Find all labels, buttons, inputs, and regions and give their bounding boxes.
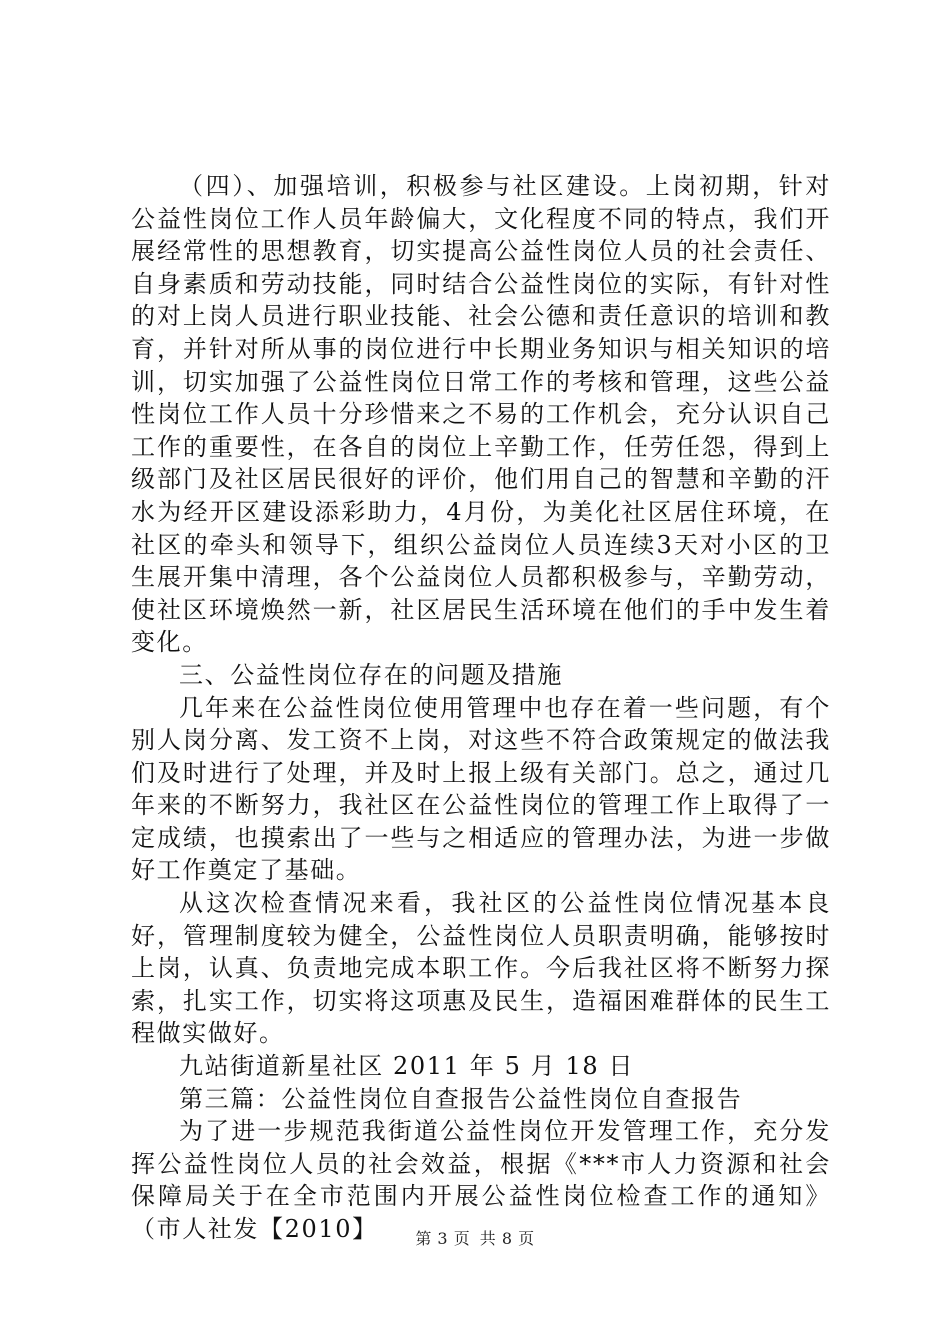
document-body [131, 170, 831, 1246]
signature-date-line: 九站街道新星社区 2011 年 5 月 18 日 [179, 1052, 635, 1081]
paragraph-problems: 几年来在公益性岗位使用管理中也存在着一些问题，有个别人岗分离、发工资不上岗，对这些不符合政策规定的做法我们及时进行了处理，并及时上报上级有关部门。总之，通过几年来的不断努力，我社区在公益性岗位的管理工作上取得了一定成绩，也摸索出了一些与之相适应的管理办法，为进一步做好工作奠定了基础。 [131, 693, 831, 885]
page-footer [0, 1226, 950, 1249]
paragraph-training: （四）、加强培训，积极参与社区建设。上岗初期，针对公益性岗位工作人员年龄偏大，文化程度不同的特点，我们开展经常性的思想教育，切实提高公益性岗位人员的社会责任、自身素质和劳动技能，同时结合公益性岗位的实际，有针对性的对上岗人员进行职业技能、社会公德和责任意识的培训和教育，并针对所从事的岗位进行中长期业务知识与相关知识的培训，切实加强了公益性岗位日常工作的考核和管理，这些公益性岗位工作人员十分珍惜来之不易的工作机会，充分认识自己工作的重要性，在各自的岗位上辛勤工作，任劳任怨，得到上级部门及社区居民很好的评价，他们用自己的智慧和辛勤的汗水为经开区建设添彩助力，4月份，为美化社区居住环境，在社区的牵头和领导下，组织公益岗位人员连续3天对小区的卫生展开集中清理，各个公益岗位人员都积极参与，辛勤劳动，使社区环境焕然一新，社区居民生活环境在他们的手中发生着变化。 [131, 172, 831, 657]
section-heading-problems: 三、公益性岗位存在的问题及措施 [179, 660, 563, 689]
page-total: 共 8 页 [479, 1229, 535, 1248]
paragraph-intro: 为了进一步规范我街道公益性岗位开发管理工作，充分发挥公益性岗位人员的社会效益，根据《***市人力资源和社会保障局关于在全市范围内开展公益性岗位检查工作的通知》（市人社发【2010】 [131, 1117, 831, 1243]
paragraph-conclusion: 从这次检查情况来看，我社区的公益性岗位情况基本良好，管理制度较为健全，公益性岗位人员职责明确，能够按时上岗，认真、负责地完成本职工作。今后我社区将不断努力探索，扎实工作，切实将这项惠及民生，造福困难群体的民生工程做实做好。 [131, 889, 831, 1048]
page-number: 第 3 页 [415, 1229, 471, 1248]
chapter-title: 第三篇：公益性岗位自查报告公益性岗位自查报告 [179, 1084, 743, 1113]
